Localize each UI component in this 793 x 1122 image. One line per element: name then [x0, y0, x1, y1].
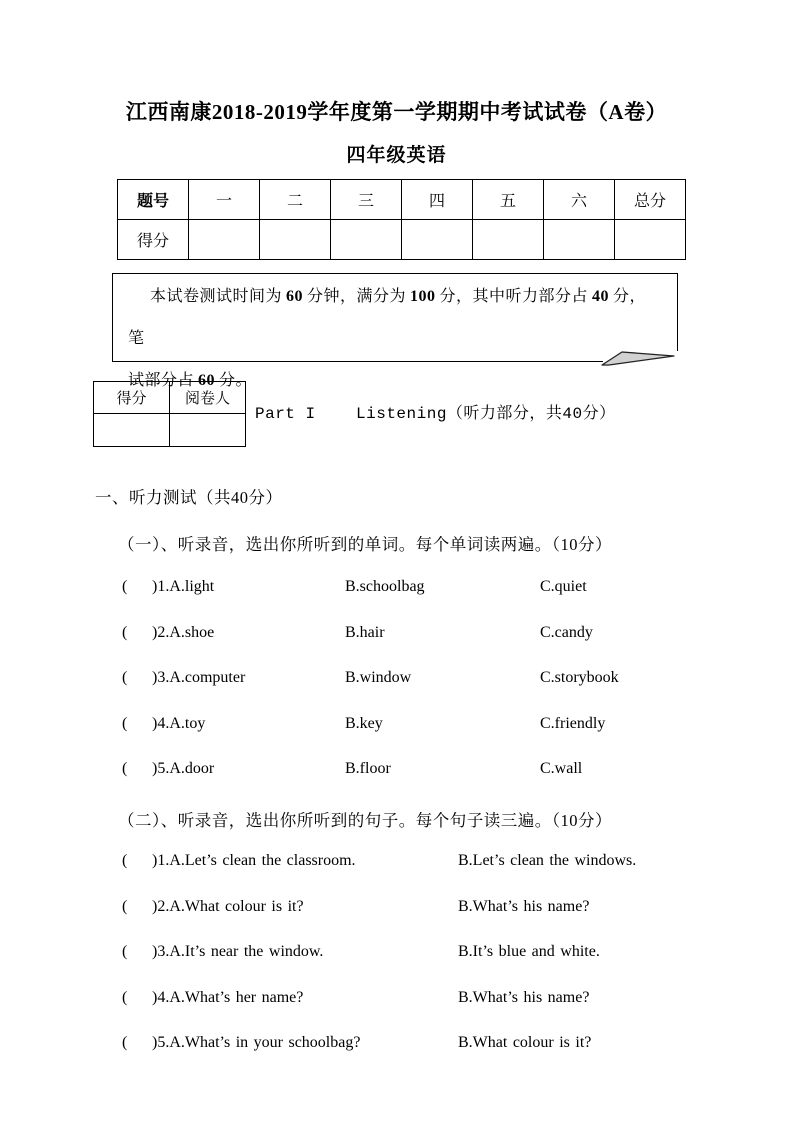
- notice-segment: 分。: [219, 372, 253, 389]
- notice-segment: 本试卷测试时间为: [150, 288, 283, 305]
- score-table-header-row: [118, 180, 686, 220]
- notice-segment: 分，其中听力部分占: [439, 288, 589, 305]
- option-c: C.candy: [540, 624, 593, 641]
- option-a: )3.A.computer: [152, 669, 246, 686]
- score-cell-3: [331, 220, 402, 260]
- notice-segment: 试部分占: [128, 372, 195, 389]
- grader-score-blank-cell: [94, 414, 170, 447]
- listening-word-item-2: [122, 624, 762, 646]
- answer-paren: (: [122, 669, 128, 686]
- listening-word-item-1: [122, 578, 762, 600]
- notice-written-score-value: 60: [198, 372, 216, 389]
- notice-segment: 分钟，满分为: [307, 288, 407, 305]
- answer-paren: (: [122, 578, 128, 595]
- answer-paren: (: [122, 715, 128, 732]
- exam-subtitle: 四年级英语: [346, 145, 447, 166]
- option-c: C.storybook: [540, 669, 619, 686]
- grader-person-label-cell: 阅卷人: [170, 382, 246, 414]
- listening-sentence-item-1: [122, 852, 762, 874]
- listening-word-item-4: [122, 715, 762, 737]
- notice-segment: 分，笔: [128, 288, 647, 347]
- option-b: B.Let’s clean the windows.: [458, 852, 637, 869]
- option-b: B.key: [345, 715, 383, 732]
- option-b: B.schoolbag: [345, 578, 425, 595]
- part1-heading: Part I Listening（听力部分，共40分）: [255, 405, 616, 423]
- option-b: B.floor: [345, 760, 391, 777]
- exam-notice-box: [112, 273, 678, 389]
- subsection-1-instruction: （一）、听录音，选出你所听到的单词。每个单词读两遍。（10分）: [118, 535, 612, 554]
- listening-sentence-item-3: [122, 943, 762, 965]
- grader-score-table: [93, 381, 246, 447]
- score-table-header-cell-total: 总分: [615, 180, 686, 220]
- option-b: B.What colour is it?: [458, 1034, 592, 1051]
- score-cell-4: [402, 220, 473, 260]
- score-summary-table: [117, 179, 686, 260]
- subsection-2-instruction: （二）、听录音，选出你所听到的句子。每个句子读三遍。（10分）: [118, 811, 612, 830]
- option-b: B.What’s his name?: [458, 898, 590, 915]
- score-table-header-cell-1: 一: [189, 180, 260, 220]
- score-row-label-cell: 得分: [118, 220, 189, 260]
- grader-score-label-cell: 得分: [94, 382, 170, 414]
- answer-paren: (: [122, 760, 128, 777]
- score-cell-1: [189, 220, 260, 260]
- answer-paren: (: [122, 989, 128, 1006]
- notice-minutes-value: 60: [286, 288, 304, 305]
- folded-corner-icon: [601, 349, 677, 367]
- option-a: )2.A.What colour is it?: [152, 898, 304, 915]
- option-c: C.wall: [540, 760, 583, 777]
- exam-title: 江西南康2018-2019学年度第一学期期中考试试卷（A卷）: [125, 100, 668, 124]
- answer-paren: (: [122, 852, 128, 869]
- answer-paren: (: [122, 1034, 128, 1051]
- option-b: B.It’s blue and white.: [458, 943, 600, 960]
- listening-sentence-item-2: [122, 898, 762, 920]
- listening-sentence-item-5: [122, 1034, 762, 1056]
- option-c: C.friendly: [540, 715, 606, 732]
- grader-table-header-row: [94, 382, 246, 414]
- score-table-header-cell-6: 六: [544, 180, 615, 220]
- option-a: )5.A.door: [152, 760, 215, 777]
- grader-table-blank-row: [94, 414, 246, 447]
- notice-total-score-value: 100: [410, 288, 436, 305]
- answer-paren: (: [122, 898, 128, 915]
- option-b: B.hair: [345, 624, 385, 641]
- score-cell-6: [544, 220, 615, 260]
- option-b: B.window: [345, 669, 412, 686]
- option-a: )3.A.It’s near the window.: [152, 943, 324, 960]
- option-b: B.What’s his name?: [458, 989, 590, 1006]
- answer-paren: (: [122, 624, 128, 641]
- score-table-label-cell: 题号: [118, 180, 189, 220]
- score-table-header-cell-2: 二: [260, 180, 331, 220]
- score-cell-5: [473, 220, 544, 260]
- option-c: C.quiet: [540, 578, 587, 595]
- score-cell-total: [615, 220, 686, 260]
- listening-sentence-item-4: [122, 989, 762, 1011]
- score-table-score-row: [118, 220, 686, 260]
- score-table-header-cell-4: 四: [402, 180, 473, 220]
- grader-person-blank-cell: [170, 414, 246, 447]
- listening-word-item-5: [122, 760, 762, 782]
- listening-word-item-3: [122, 669, 762, 691]
- score-cell-2: [260, 220, 331, 260]
- notice-right-border: [677, 274, 678, 351]
- score-table-header-cell-5: 五: [473, 180, 544, 220]
- option-a: )2.A.shoe: [152, 624, 215, 641]
- notice-listening-score-value: 40: [592, 288, 610, 305]
- option-a: )5.A.What’s in your schoolbag?: [152, 1034, 361, 1051]
- notice-bottom-border: [113, 361, 603, 362]
- score-table-header-cell-3: 三: [331, 180, 402, 220]
- option-a: )1.A.light: [152, 578, 215, 595]
- answer-paren: (: [122, 943, 128, 960]
- section-1-title: 一、听力测试（共40分）: [95, 488, 283, 507]
- option-a: )1.A.Let’s clean the classroom.: [152, 852, 356, 869]
- option-a: )4.A.What’s her name?: [152, 989, 304, 1006]
- option-a: )4.A.toy: [152, 715, 206, 732]
